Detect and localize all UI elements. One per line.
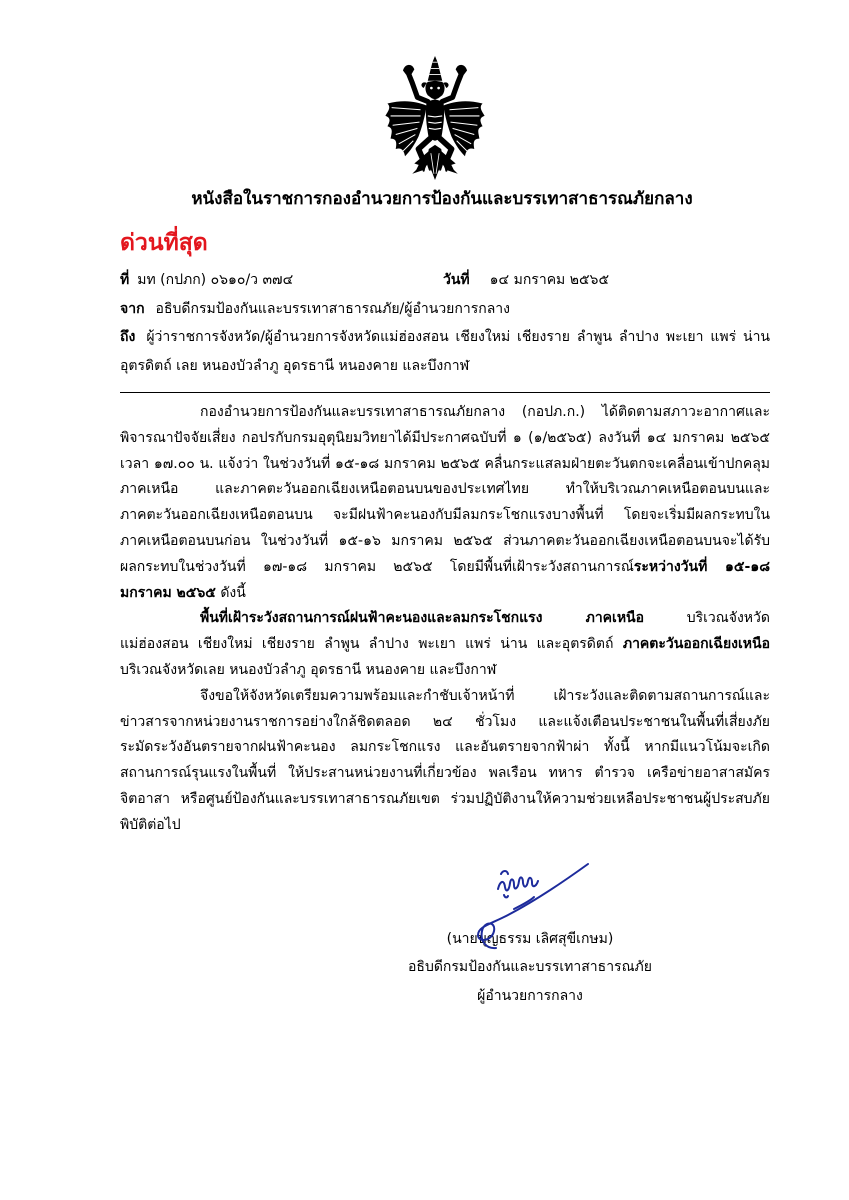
bold-text: ภาคตะวันออกเฉียงเหนือ: [622, 636, 770, 653]
urgency-label: ด่วนที่สุด: [120, 230, 208, 256]
paragraph-line: จึงขอให้จังหวัดเตรียมความพร้อมและกำชับเจ้าหน้าที่ เฝ้าระวังและติดตามสถานการณ์และ: [200, 687, 770, 704]
paragraph-line: [120, 581, 770, 607]
bold-text: พื้นที่เฝ้าระวังสถานการณ์ฝนฟ้าคะนองและลมกระโชกแรง ภาคเหนือ: [200, 610, 645, 627]
to-row-continued: [120, 352, 770, 381]
signature-block: [380, 925, 680, 1011]
reference-number: มท (กปภก) ๐๖๑๐/ว ๓๗๔: [137, 272, 294, 288]
reference-label: ที่: [120, 272, 130, 288]
bold-text: มกราคม ๒๕๖๕: [120, 584, 216, 601]
date-label: วันที่: [443, 272, 470, 288]
from-value: อธิบดีกรมป้องกันและบรรเทาสาธารณภัย/ผู้อำนวยการกลาง: [155, 300, 510, 317]
garuda-emblem-icon: [383, 56, 487, 180]
from-label: จาก: [120, 300, 145, 317]
paragraph-line: ข่าวสารจากหน่วยงานราชการอย่างใกล้ชิดตลอด ๒๔ ชั่วโมง และแจ้งเตือนประชาชนในพื้นที่เสี่ยงภัย: [120, 713, 770, 730]
signature-icon: [474, 861, 590, 950]
paragraph-line: [120, 632, 770, 658]
line-text: บริเวณจังหวัด: [644, 610, 770, 627]
from-row: [120, 295, 770, 324]
to-label: ถึง: [120, 329, 136, 346]
paragraph-line: สถานการณ์รุนแรงในพื้นที่ ให้ประสานหน่วยงานที่เกี่ยวข้อง พลเรือน ทหาร ตำรวจ เครือข่ายอาสาสมัคร: [120, 765, 770, 782]
body-paragraph-2: [120, 606, 770, 683]
paragraph-line: ภาคตะวันออกเฉียงเหนือตอนบน จะมีฝนฟ้าคะนองกับมีลมกระโชกแรงบางพื้นที่ โดยจะเริ่มมีผลกระทบใน: [120, 507, 770, 524]
signatory-name: (นายบุญธรรม เลิศสุขีเกษม): [446, 930, 614, 947]
paragraph-line: ภาคเหนือตอนบนก่อน ในช่วงวันที่ ๑๕-๑๖ มกราคม ๒๕๖๕ ส่วนภาคตะวันออกเฉียงเหนือตอนบนจะได้รับ: [120, 532, 770, 549]
document-header-fields: [120, 266, 770, 381]
signatory-position: อธิบดีกรมป้องกันและบรรเทาสาธารณภัย: [407, 959, 652, 976]
body-paragraph-1: [120, 400, 770, 606]
paragraph-line: ภาคเหนือ และภาคตะวันออกเฉียงเหนือตอนบนของประเทศไทย ทำให้บริเวณภาคเหนือตอนบนและ: [120, 481, 770, 498]
to-recipients: ผู้ว่าราชการจังหวัด/ผู้อำนวยการจังหวัดแม่ฮ่องสอน เชียงใหม่ เชียงราย ลำพูน ลำปาง พะเยา แพร่ น่าน: [146, 329, 770, 346]
bold-text: ระหว่างวันที่ ๑๕-๑๘: [633, 558, 771, 575]
document-title: หนังสือในราชการกองอำนวยการป้องกันและบรรเทาสาธารณภัยกลาง: [191, 189, 693, 209]
paragraph-line: กองอำนวยการป้องกันและบรรเทาสาธารณภัยกลาง (กอปภ.ก.) ได้ติดตามสภาวะอากาศและ: [200, 404, 770, 420]
paragraph-line: ระมัดระวังอันตรายจากฝนฟ้าคะนอง ลมกระโชกแรง และอันตรายจากฟ้าผ่า ทั้งนี้ หากมีแนวโน้มจะเกิด: [120, 739, 770, 756]
line-text: ผลกระทบในช่วงวันที่ ๑๗-๑๘ มกราคม ๒๕๖๕ โดยมีพื้นที่เฝ้าระวังสถานการณ์: [120, 558, 634, 575]
document-body: [120, 400, 770, 1010]
paragraph-line: เวลา ๑๗.๐๐ น. แจ้งว่า ในช่วงวันที่ ๑๕-๑๘ มกราคม ๒๕๖๕ คลื่นกระแสลมฝ่ายตะวันตกจะเคลื่อนเข้าปกคลุม: [120, 455, 770, 472]
body-paragraph-3: [120, 684, 770, 839]
paragraph-line: จิตอาสา หรือศูนย์ป้องกันและบรรเทาสาธารณภัยเขต ร่วมปฏิบัติงานให้ความช่วยเหลือประชาชนผู้ประสบภัยพิบัติต่อไป: [120, 790, 770, 833]
line-text: ดังนี้: [215, 584, 246, 601]
signatory-role: ผู้อำนวยการกลาง: [477, 987, 583, 1004]
reference-row: [120, 266, 770, 295]
line-text: แม่ฮ่องสอน เชียงใหม่ เชียงราย ลำพูน ลำปาง พะเยา แพร่ น่าน และอุตรดิตถ์: [120, 636, 623, 653]
date-field: [443, 266, 609, 295]
paragraph-line: [120, 555, 770, 581]
to-row: [120, 323, 770, 352]
paragraph-line: [120, 606, 770, 632]
to-recipients-continued: อุตรดิตถ์ เลย หนองบัวลำภู อุดรธานี หนองคาย และบึงกาฬ: [120, 358, 470, 375]
paragraph-line: พิจารณาปัจจัยเสี่ยง กอปรกับกรมอุตุนิยมวิทยาได้มีประกาศฉบับที่ ๑ (๑/๒๕๖๕) ลงวันที่ ๑๔ มกราคม ๒๕๖๕: [120, 429, 770, 446]
paragraph-line: บริเวณจังหวัดเลย หนองบัวลำภู อุดรธานี หนองคาย และบึงกาฬ: [120, 661, 497, 678]
date-value: ๑๔ มกราคม ๒๕๖๕: [489, 272, 610, 288]
header-divider: [120, 392, 770, 393]
